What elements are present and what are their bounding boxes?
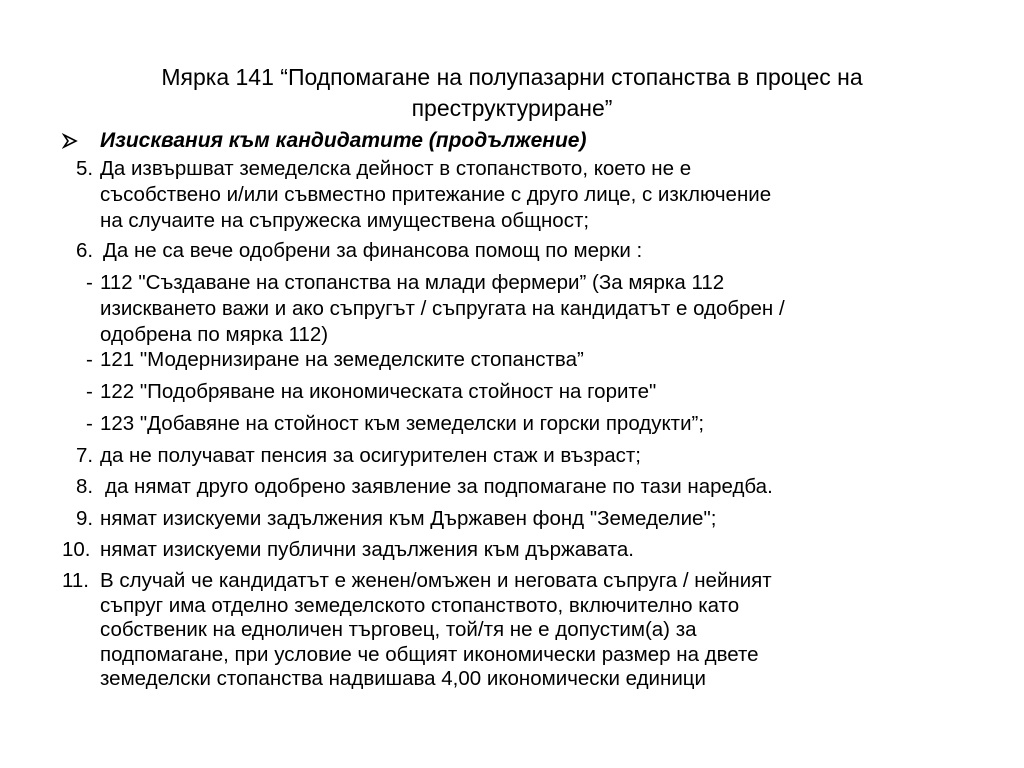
list-item-9 xyxy=(76,507,996,533)
item-text-line: одобрена по мярка 112) xyxy=(100,323,329,346)
list-item-123 xyxy=(86,412,1006,438)
item-number: 7. xyxy=(76,444,94,467)
slide-title xyxy=(40,62,984,124)
item-text-line: нямат изискуеми задължения към Държавен фонд "Земеделие"; xyxy=(100,507,717,530)
subheading-label: Изисквания към кандидатите (продължение) xyxy=(100,129,587,152)
item-dash: - xyxy=(86,348,93,371)
item-dash: - xyxy=(86,271,93,294)
list-item-121 xyxy=(86,348,1006,374)
item-text-line: съпруг има отделно земеделското стопанството, включително като xyxy=(100,593,740,617)
item-text-line: 122 "Подобряване на икономическата стойност на горите" xyxy=(100,380,657,403)
item-text-line: 112 "Създаване на стопанства на млади фермери” (За мярка 112 xyxy=(100,271,725,294)
item-dash: - xyxy=(86,412,93,435)
slide-title-line-2: преструктуриране” xyxy=(411,95,613,121)
item-number: 10. xyxy=(62,538,91,561)
list-item-6 xyxy=(76,239,996,265)
slide-title-line-1: Мярка 141 “Подпомагане на полупазарни стопанства в процес на xyxy=(161,64,863,90)
item-text-line: 121 "Модернизиране на земеделските стопанства” xyxy=(100,348,584,371)
list-item-8 xyxy=(76,475,996,501)
item-text-line: В случай че кандидатът е женен/омъжен и неговата съпруга / нейният xyxy=(100,569,772,592)
item-text-line: да не получават пенсия за осигурителен стаж и възраст; xyxy=(100,444,641,467)
item-number: 8. xyxy=(76,475,94,498)
item-text-line: нямат изискуеми публични задължения към държавата. xyxy=(100,538,634,561)
item-text-line: подпомагане, при условие че общият икономически размер на двете xyxy=(100,642,759,666)
item-text-line: изискването важи и ако съпругът / съпругата на кандидатът е одобрен / xyxy=(100,297,785,320)
arrow-bullet-icon xyxy=(62,128,84,149)
list-item-112 xyxy=(86,271,1006,347)
item-text-line: да нямат друго одобрено заявление за подпомагане по тази наредба. xyxy=(105,475,773,498)
item-dash: - xyxy=(86,380,93,403)
list-item-122 xyxy=(86,380,1006,406)
list-item-11 xyxy=(62,569,1002,697)
item-text-line: Да извършват земеделска дейност в стопанството, което не е xyxy=(100,157,692,180)
item-number: 9. xyxy=(76,507,94,530)
item-number: 5. xyxy=(76,157,94,180)
list-item-10 xyxy=(62,538,1002,564)
item-text-line: съсобствено и/или съвместно притежание с друго лице, с изключение xyxy=(100,183,772,206)
item-text-line: 123 "Добавяне на стойност към земеделски и горски продукти”; xyxy=(100,412,705,435)
item-number: 11. xyxy=(62,569,89,592)
item-text-line: Да не са вече одобрени за финансова помощ по мерки : xyxy=(103,239,643,262)
item-number: 6. xyxy=(76,239,94,262)
item-text-line: собственик на едноличен търговец, той/тя не е допустим(а) за xyxy=(100,618,697,641)
item-text-line: земеделски стопанства надвишава 4,00 икономически единици xyxy=(100,667,706,690)
list-item-7 xyxy=(76,444,996,470)
list-item-5 xyxy=(76,157,996,231)
item-text-line: на случаите на съпружеска имуществена общност; xyxy=(100,209,590,232)
